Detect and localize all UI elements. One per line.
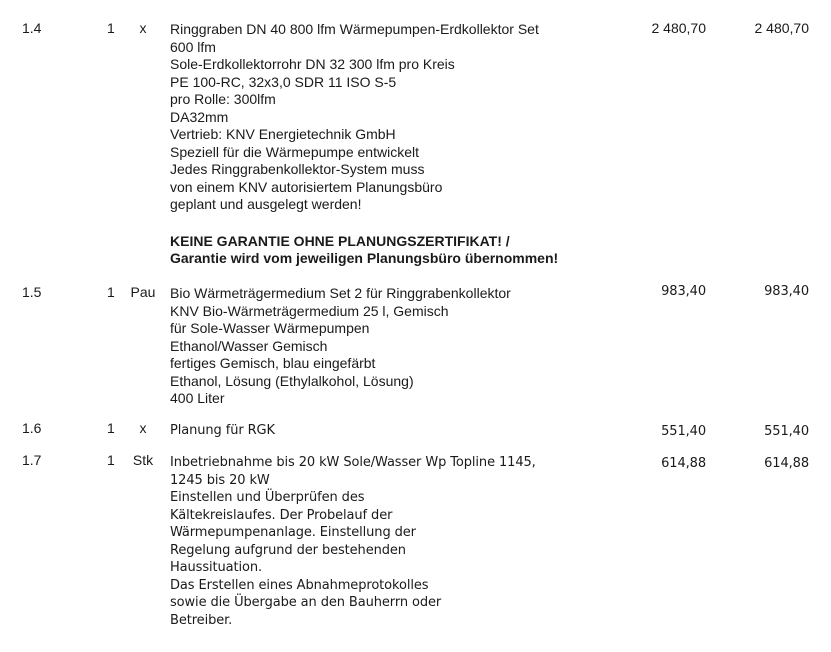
unit-price: 2 480,70: [651, 20, 706, 36]
description-line: Haussituation.: [170, 560, 263, 575]
description-line: von einem KNV autorisiertem Planungsbüro: [170, 178, 443, 195]
item-unit: Pau: [130, 284, 156, 300]
description-line: für Sole-Wasser Wärmepumpen: [170, 320, 370, 336]
item-unit: Stk: [132, 452, 154, 468]
unit-price: 614,88: [661, 456, 706, 471]
description-line: Sole-Erdkollektorrohr DN 32 300 lfm pro Kreis: [170, 56, 455, 72]
item-quantity: 1: [107, 284, 115, 300]
description-line: KNV Bio-Wärmeträgermedium 25 l, Gemisch: [170, 302, 449, 319]
description-line: 1245 bis 20 kW: [170, 472, 270, 488]
item-position: 1.5: [22, 284, 42, 300]
description-line: 400 Liter: [170, 390, 225, 406]
line-total: 551,40: [764, 424, 809, 439]
description-line: DA32mm: [170, 108, 229, 125]
description-line: Ethanol/Wasser Gemisch: [170, 337, 328, 354]
item-description: [170, 285, 630, 408]
description-line: Vertrieb: KNV Energietechnik GmbH: [170, 126, 396, 142]
description-line: Regelung aufgrund der bestehenden: [170, 542, 406, 558]
item-title: Inbetriebnahme bis 20 kW Sole/Wasser Wp Topline 1145,: [170, 455, 536, 470]
description-line: 600 lfm: [170, 38, 216, 55]
line-total: 614,88: [764, 456, 809, 471]
item-unit: x: [139, 420, 147, 436]
item-position: 1.6: [22, 420, 42, 436]
description-line: geplant und ausgelegt werden!: [170, 196, 362, 212]
description-line: sowie die Übergabe an den Bauherrn oder: [170, 595, 442, 610]
unit-price: 551,40: [661, 424, 706, 439]
description-line: fertiges Gemisch, blau eingefärbt: [170, 355, 376, 371]
item-title: Bio Wärmeträgermedium Set 2 für Ringgrabenkollektor: [170, 285, 511, 301]
description-line: Speziell für die Wärmepumpe entwickelt: [170, 143, 419, 160]
item-quantity: 1: [107, 20, 115, 36]
spacer: [170, 214, 630, 233]
item-position: 1.7: [22, 452, 42, 468]
item-title: Ringgraben DN 40 800 lfm Wärmepumpen-Erdkollektor Set: [170, 21, 539, 37]
description-line: Ethanol, Lösung (Ethylalkohol, Lösung): [170, 372, 414, 389]
item-position: 1.4: [22, 20, 42, 36]
item-title: Planung für RGK: [170, 423, 275, 438]
warranty-notice: Garantie wird vom jeweiligen Planungsbüro übernommen!: [170, 250, 559, 266]
description-line: Das Erstellen eines Abnahmeprotokolles: [170, 577, 429, 593]
description-line: Jedes Ringgrabenkollektor-System muss: [170, 161, 425, 177]
description-line: PE 100-RC, 32x3,0 SDR 11 ISO S-5: [170, 73, 397, 90]
description-line: Wärmepumpenanlage. Einstellung der: [170, 525, 416, 540]
item-description: [170, 422, 630, 440]
item-description: [170, 454, 630, 629]
description-line: pro Rolle: 300lfm: [170, 91, 276, 107]
description-line: Betreiber.: [170, 612, 233, 628]
item-description: [170, 21, 630, 268]
line-total: 2 480,70: [754, 20, 809, 36]
line-total: 983,40: [764, 284, 809, 299]
warranty-notice: KEINE GARANTIE OHNE PLANUNGSZERTIFIKAT! /: [170, 232, 510, 249]
item-unit: x: [139, 20, 147, 36]
item-quantity: 1: [107, 452, 115, 468]
unit-price: 983,40: [661, 284, 706, 299]
description-line: Kältekreislaufes. Der Probelauf der: [170, 507, 393, 523]
description-line: Einstellen und Überprüfen des: [170, 490, 365, 505]
item-quantity: 1: [107, 420, 115, 436]
